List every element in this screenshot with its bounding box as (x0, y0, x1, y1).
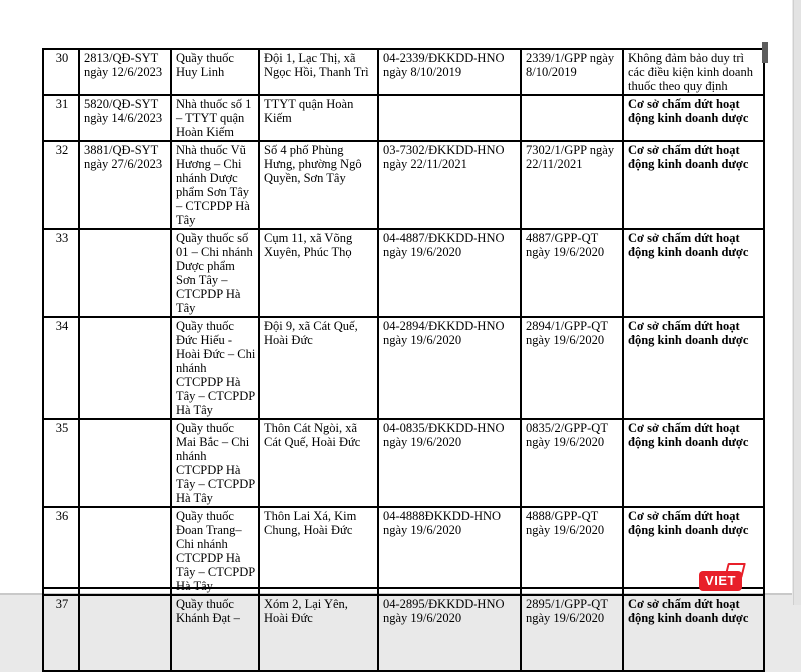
cell-reason: Cơ sở chấm dứt hoạt động kinh doanh dược (623, 95, 764, 141)
cell-address: Thôn Lai Xá, Kim Chung, Hoài Đức (259, 507, 378, 595)
cell-address: Thôn Cát Ngòi, xã Cát Quế, Hoài Đức (259, 419, 378, 507)
cell-decision-number: 3881/QĐ-SYT ngày 27/6/2023 (79, 141, 171, 229)
cell-gpp-number: 4887/GPP-QT ngày 19/6/2020 (521, 229, 623, 317)
cell-address: Đội 1, Lạc Thị, xã Ngọc Hồi, Thanh Trì (259, 49, 378, 95)
cell-decision-number (79, 229, 171, 317)
cell-gpp-number: 4888/GPP-QT ngày 19/6/2020 (521, 507, 623, 595)
cell-gpp-number: 0835/2/GPP-QT ngày 19/6/2020 (521, 419, 623, 507)
cell-decision-number: 2813/QĐ-SYT ngày 12/6/2023 (79, 49, 171, 95)
cell-reason: Cơ sở chấm dứt hoạt động kinh doanh dược (623, 229, 764, 317)
table-row (43, 317, 764, 419)
registry-table (42, 48, 765, 672)
cell-gpp-number: 2894/1/GPP-QT ngày 19/6/2020 (521, 317, 623, 419)
cell-decision-number (79, 419, 171, 507)
cell-reason: Cơ sở chấm dứt hoạt động kinh doanh dược (623, 419, 764, 507)
cell-decision-number: 5820/QĐ-SYT ngày 14/6/2023 (79, 95, 171, 141)
cell-registration-number: 04-0835/ĐKKDD-HNO ngày 19/6/2020 (378, 419, 521, 507)
table-row (43, 95, 764, 141)
cell-registration-number: 04-2895/ĐKKDD-HNO ngày 19/6/2020 (378, 595, 521, 671)
table-row (43, 507, 764, 595)
cell-reason: Cơ sở chấm dứt hoạt động kinh doanh dược (623, 507, 764, 595)
cell-registration-number: 03-7302/ĐKKDD-HNO ngày 22/11/2021 (378, 141, 521, 229)
cell-address: Số 4 phố Phùng Hưng, phường Ngô Quyền, Sơn Tây (259, 141, 378, 229)
cell-stt: 37 (43, 595, 79, 671)
cell-stt: 32 (43, 141, 79, 229)
cell-pharmacy-name: Quầy thuốc Huy Linh (171, 49, 259, 95)
cell-decision-number (79, 317, 171, 419)
table-corner-mark (762, 42, 768, 63)
cell-registration-number: 04-4887/ĐKKDD-HNO ngày 19/6/2020 (378, 229, 521, 317)
pharmacy-registry-table-container (42, 48, 763, 625)
cell-stt: 36 (43, 507, 79, 595)
cell-pharmacy-name: Quầy thuốc Mai Bắc – Chi nhánh CTCPDP Hà Tây – CTCPDP Hà Tây (171, 419, 259, 507)
registry-table-body (43, 49, 764, 671)
table-row (43, 595, 764, 671)
cell-pharmacy-name: Quầy thuốc Đức Hiếu - Hoài Đức – Chi nhánh CTCPDP Hà Tây – CTCPDP Hà Tây (171, 317, 259, 419)
cell-stt: 31 (43, 95, 79, 141)
cell-registration-number: 04-2894/ĐKKDD-HNO ngày 19/6/2020 (378, 317, 521, 419)
cell-registration-number (378, 95, 521, 141)
table-row (43, 229, 764, 317)
cell-pharmacy-name: Nhà thuốc số 1 – TTYT quận Hoàn Kiếm (171, 95, 259, 141)
cell-address: Đội 9, xã Cát Quế, Hoài Đức (259, 317, 378, 419)
cell-gpp-number: 7302/1/GPP ngày 22/11/2021 (521, 141, 623, 229)
cell-address: Cụm 11, xã Võng Xuyên, Phúc Thọ (259, 229, 378, 317)
cell-pharmacy-name: Quầy thuốc Đoan Trang– Chi nhánh CTCPDP Hà Tây – CTCPDP Hà Tây (171, 507, 259, 595)
cell-gpp-number (521, 95, 623, 141)
cell-pharmacy-name: Quầy thuốc số 01 – Chi nhánh Dược phẩm Sơn Tây – CTCPDP Hà Tây (171, 229, 259, 317)
cell-stt: 30 (43, 49, 79, 95)
cell-stt: 35 (43, 419, 79, 507)
table-row (43, 141, 764, 229)
cell-decision-number (79, 507, 171, 595)
viet-watermark-logo: VIET (699, 571, 742, 591)
scrollbar-track[interactable] (793, 0, 801, 605)
cell-gpp-number: 2339/1/GPP ngày 8/10/2019 (521, 49, 623, 95)
cell-registration-number: 04-2339/ĐKKDD-HNO ngày 8/10/2019 (378, 49, 521, 95)
cell-address: TTYT quận Hoàn Kiếm (259, 95, 378, 141)
cell-reason: Không đảm bảo duy trì các điều kiện kinh doanh thuốc theo quy định (623, 49, 764, 95)
cell-registration-number: 04-4888ĐKKDD-HNO ngày 19/6/2020 (378, 507, 521, 595)
cell-stt: 33 (43, 229, 79, 317)
cell-reason: Cơ sở chấm dứt hoạt động kinh doanh dược (623, 317, 764, 419)
cell-gpp-number: 2895/1/GPP-QT ngày 19/6/2020 (521, 595, 623, 671)
table-row (43, 419, 764, 507)
cell-pharmacy-name: Nhà thuốc Vũ Hương – Chi nhánh Dược phẩm Sơn Tây – CTCPDP Hà Tây (171, 141, 259, 229)
cell-reason: Cơ sở chấm dứt hoạt động kinh doanh dược (623, 141, 764, 229)
cell-pharmacy-name: Quầy thuốc Khánh Đạt – (171, 595, 259, 671)
cell-decision-number (79, 595, 171, 671)
cell-stt: 34 (43, 317, 79, 419)
table-row (43, 49, 764, 95)
cell-reason: Cơ sở chấm dứt hoạt động kinh doanh dược (623, 595, 764, 671)
cell-address: Xóm 2, Lại Yên, Hoài Đức (259, 595, 378, 671)
